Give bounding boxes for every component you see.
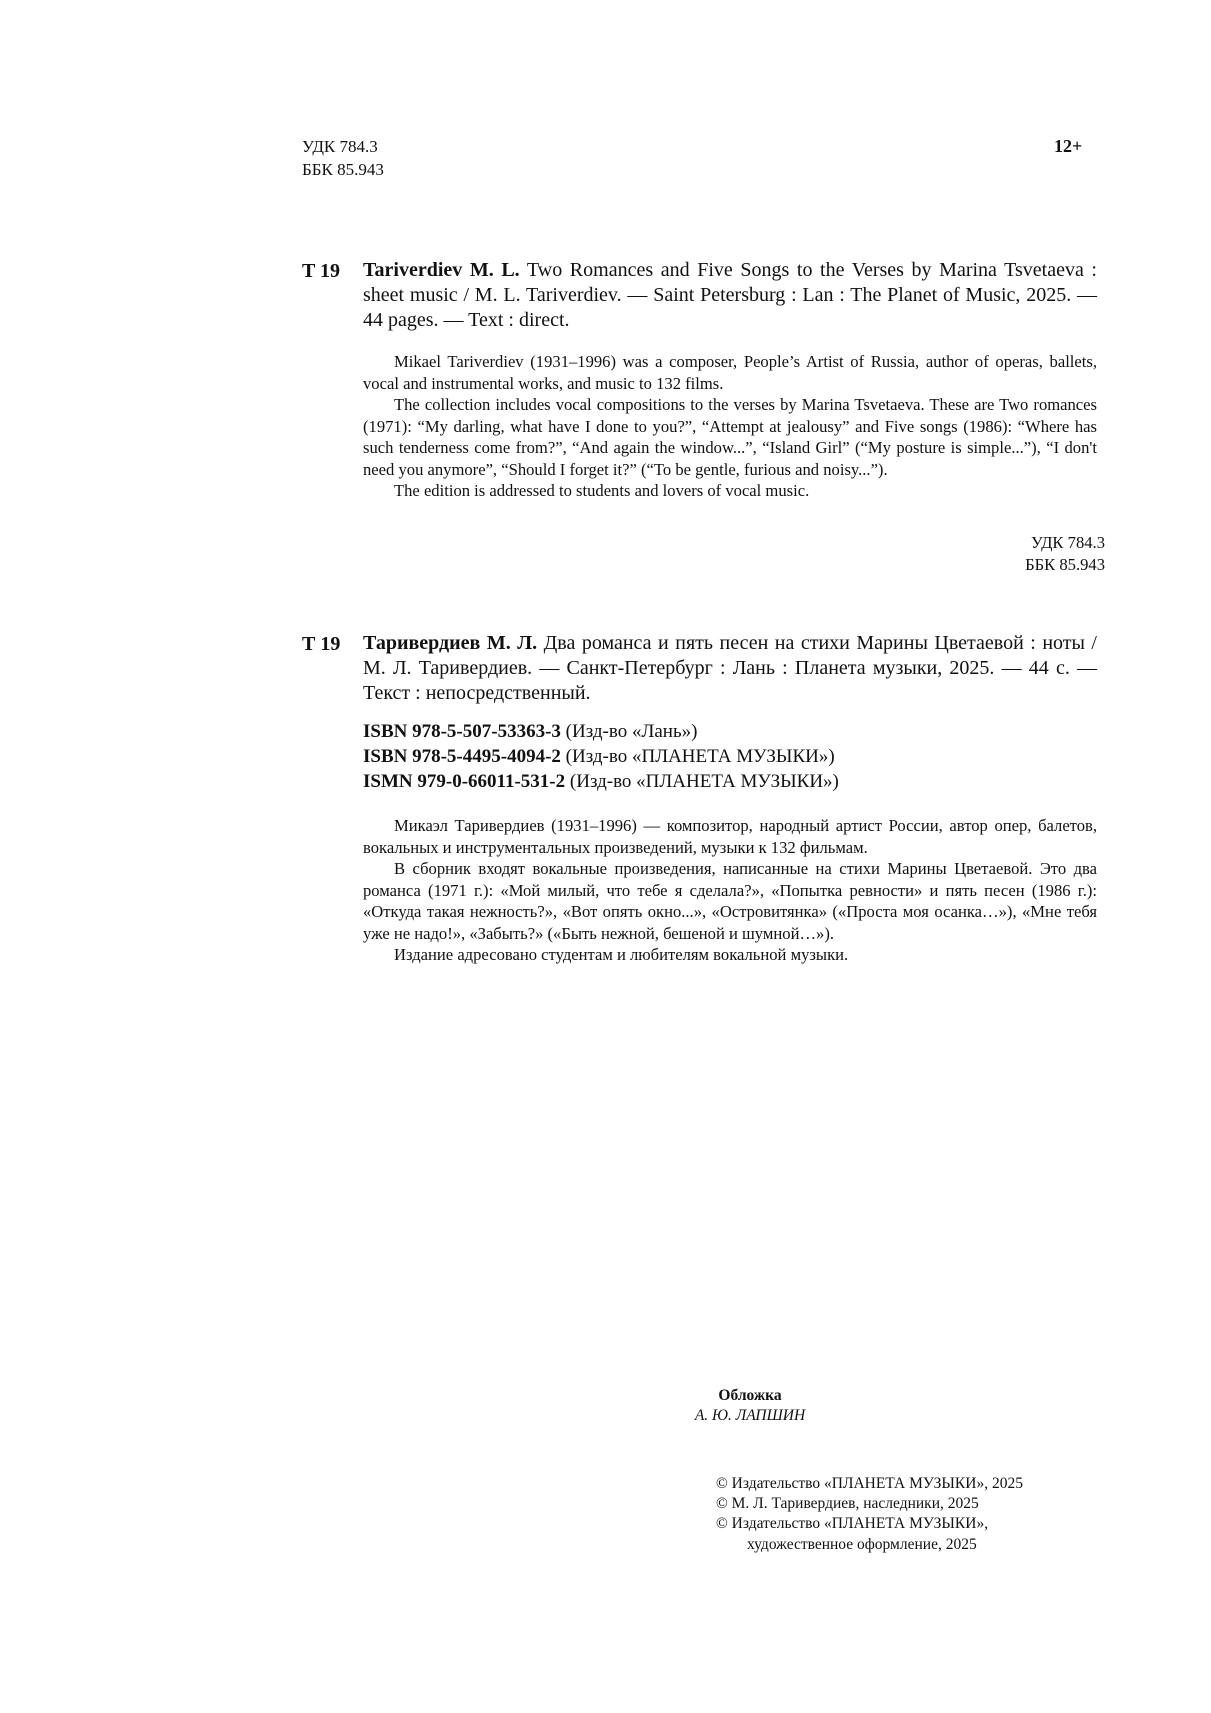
identifier-line bbox=[363, 744, 839, 769]
classification-footer-en bbox=[1025, 532, 1105, 576]
author-en: Tariverdiev M. L. bbox=[363, 259, 520, 281]
entry-code-ru: Т 19 bbox=[302, 633, 341, 655]
abstract-paragraph: Издание адресовано студентам и любителям вокальной музыки. bbox=[394, 945, 849, 964]
identifier-code: ISMN 979-0-66011-531-2 bbox=[363, 771, 566, 792]
identifier-publisher: (Изд-во «ПЛАНЕТА МУЗЫКИ») bbox=[569, 771, 839, 792]
abstract-paragraph: В сборник входят вокальные произведения, написанные на стихи Марины Цветаевой. Это два романса (1971 г.): «Мой милый, что тебе я сделала?», «Попытка ревности» и пять песен (1986 г.): «Откуда такая нежность?», «Вот опять окно...», «Островитянка» («Проста моя осанка…»), «Мне тебя уже не надо!», «Забыть?» («Быть нежной, бешеной и шумной…»). bbox=[363, 859, 1097, 943]
identifier-publisher: (Изд-во «ПЛАНЕТА МУЗЫКИ») bbox=[565, 746, 835, 767]
cover-credit bbox=[670, 1386, 830, 1426]
title-en: Two Romances and Five Songs to the Verses by Marina Tsvetaeva : sheet music / M. L. Tariverdiev. — Saint Petersburg : Lan : The Planet of Music, 2025. — 44 pages. — Text : direct. bbox=[363, 259, 1097, 331]
identifier-line bbox=[363, 769, 839, 794]
copyright-line: художественное оформление, 2025 bbox=[747, 1535, 977, 1553]
udk-code: УДК 784.3 bbox=[1031, 533, 1105, 552]
abstract-paragraph: The collection includes vocal compositions to the verses by Marina Tsvetaeva. These are Two romances (1971): “My darling, what have I done to you?”, “Attempt at jealousy” and Five songs (1986): “Where has such tenderness come from?”, “And again the window...”, “Island Girl” (“My posture is simple...”), “I don't need you anymore”, “Should I forget it?” (“To be gentle, furious and noisy...”). bbox=[363, 395, 1097, 479]
entry-code-en: T 19 bbox=[302, 260, 340, 282]
identifier-list bbox=[363, 719, 839, 794]
bbk-code: ББК 85.943 bbox=[302, 160, 384, 179]
abstract-ru bbox=[363, 815, 1097, 966]
abstract-paragraph: Mikael Tariverdiev (1931–1996) was a composer, People’s Artist of Russia, author of operas, ballets, vocal and instrumental works, and music to 132 films. bbox=[363, 352, 1097, 393]
cover-caption: Обложка bbox=[718, 1387, 782, 1404]
bibliographic-entry-ru bbox=[363, 631, 1097, 706]
author-ru: Таривердиев М. Л. bbox=[363, 632, 538, 654]
copyright-line: © М. Л. Таривердиев, наследники, 2025 bbox=[716, 1495, 979, 1513]
cover-designer: А. Ю. ЛАПШИН bbox=[694, 1407, 806, 1424]
age-rating-badge: 12+ bbox=[1054, 136, 1083, 156]
classification-header bbox=[302, 135, 384, 181]
udk-code: УДК 784.3 bbox=[302, 137, 378, 156]
abstract-en bbox=[363, 351, 1097, 502]
bbk-code: ББК 85.943 bbox=[1025, 555, 1105, 574]
title-ru: Два романса и пять песен на стихи Марины Цветаевой : ноты / М. Л. Таривердиев. — Санкт-Петербург : Лань : Планета музыки, 2025. — 44 с. — Текст : непосредственный. bbox=[363, 632, 1097, 704]
abstract-paragraph: Микаэл Таривердиев (1931–1996) — композитор, народный артист России, автор опер, балетов, вокальных и инструментальных произведений, музыки к 132 фильмам. bbox=[363, 816, 1097, 857]
abstract-paragraph: The edition is addressed to students and lovers of vocal music. bbox=[394, 481, 810, 500]
copyright-block bbox=[716, 1474, 1023, 1555]
copyright-line: © Издательство «ПЛАНЕТА МУЗЫКИ», bbox=[716, 1515, 989, 1533]
identifier-code: ISBN 978-5-507-53363-3 bbox=[363, 721, 561, 742]
copyright-line: © Издательство «ПЛАНЕТА МУЗЫКИ», 2025 bbox=[716, 1475, 1023, 1492]
identifier-publisher: (Изд-во «Лань») bbox=[565, 721, 698, 742]
identifier-code: ISBN 978-5-4495-4094-2 bbox=[363, 746, 561, 767]
bibliographic-entry-en bbox=[363, 258, 1097, 333]
identifier-line bbox=[363, 719, 839, 744]
